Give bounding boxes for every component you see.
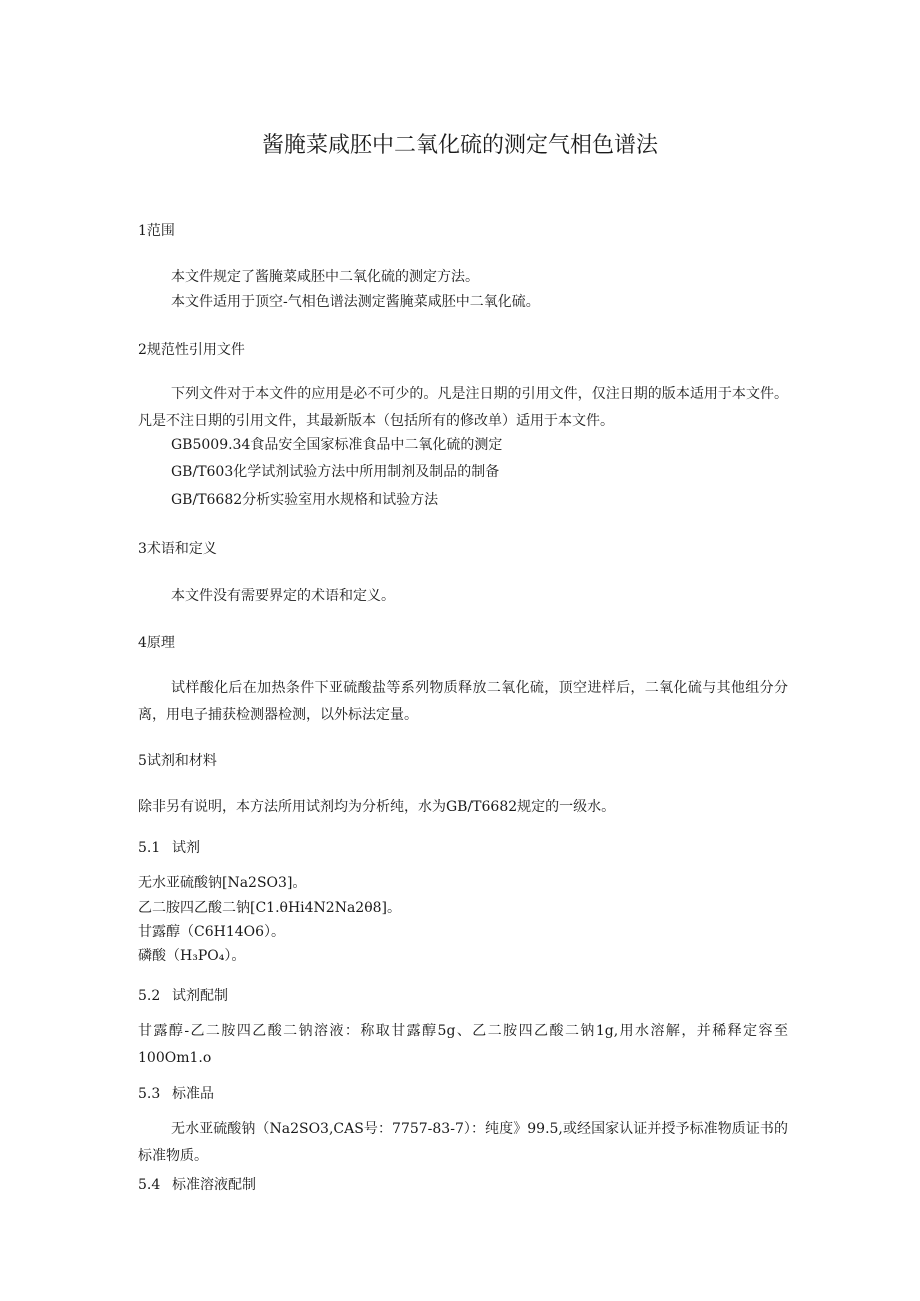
reagent-item: 乙二胺四乙酸二钠[C1.θHi4N2Na2θ8]。: [138, 900, 402, 916]
subsection-5-3-heading: [138, 1084, 214, 1104]
section-4-heading: 4原理: [138, 635, 175, 651]
subsection-5-2-paragraph: 甘露醇-乙二胺四乙酸二钠溶液：称取甘露醇5g、乙二胺四乙酸二钠1g,用水溶解，并稀释定容至100Om1.o: [138, 1023, 788, 1066]
subsection-number: 5.4: [138, 1177, 161, 1193]
subsection-number: 5.2: [138, 988, 161, 1004]
reference-item: GB5009.34食品安全国家标准食品中二氧化硫的测定: [171, 437, 503, 453]
reference-item: GB/T603化学试剂试验方法中所用制剂及制品的制备: [171, 464, 500, 480]
subsection-5-4-heading: [138, 1175, 256, 1195]
subsection-label: 试剂配制: [172, 988, 228, 1004]
reagent-item: 甘露醇（C6H14O6）。: [138, 924, 286, 940]
subsection-5-2-heading: [138, 986, 228, 1006]
section-5-heading: 5试剂和材料: [138, 753, 217, 769]
section-2-heading: 2规范性引用文件: [138, 342, 245, 358]
subsection-label: 标准品: [172, 1086, 214, 1102]
section-2-paragraph-1: 下列文件对于本文件的应用是必不可少的。凡是注日期的引用文件，仅注日期的版本适用于本文件。凡是不注日期的引用文件，其最新版本（包括所有的修改单）适用于本文件。: [138, 386, 788, 429]
subsection-number: 5.1: [138, 840, 161, 856]
subsection-5-1-heading: [138, 838, 200, 858]
section-3-paragraph-1: 本文件没有需要界定的术语和定义。: [171, 588, 395, 604]
subsection-label: 标准溶液配制: [172, 1177, 256, 1193]
subsection-number: 5.3: [138, 1086, 161, 1102]
reference-item: GB/T6682分析实验室用水规格和试验方法: [171, 492, 439, 508]
section-1-paragraph-2: 本文件适用于顶空-气相色谱法测定酱腌菜咸胚中二氧化硫。: [171, 294, 540, 310]
section-5-paragraph-1: 除非另有说明，本方法所用试剂均为分析纯，水为GB/T6682规定的一级水。: [138, 799, 616, 815]
reagent-item: 无水亚硫酸钠[Na2SO3]。: [138, 875, 307, 891]
subsection-5-3-paragraph: 无水亚硫酸钠（Na2SO3,CAS号：7757-83-7）：纯度》99.5,或经国家认证并授予标准物质证书的标准物质。: [138, 1121, 788, 1164]
section-4-paragraph-1: 试样酸化后在加热条件下亚硫酸盐等系列物质释放二氧化硫，顶空进样后，二氧化硫与其他组分分离，用电子捕获检测器检测，以外标法定量。: [138, 680, 788, 723]
subsection-label: 试剂: [172, 840, 200, 856]
section-3-heading: 3术语和定义: [138, 541, 217, 557]
section-1-paragraph-1: 本文件规定了酱腌菜咸胚中二氧化硫的测定方法。: [171, 269, 479, 285]
document-title: 酱腌菜咸胚中二氧化硫的测定气相色谱法: [261, 133, 658, 158]
section-1-heading: 1范围: [138, 223, 175, 239]
reagent-item: 磷酸（H₃PO₄）。: [138, 948, 246, 964]
